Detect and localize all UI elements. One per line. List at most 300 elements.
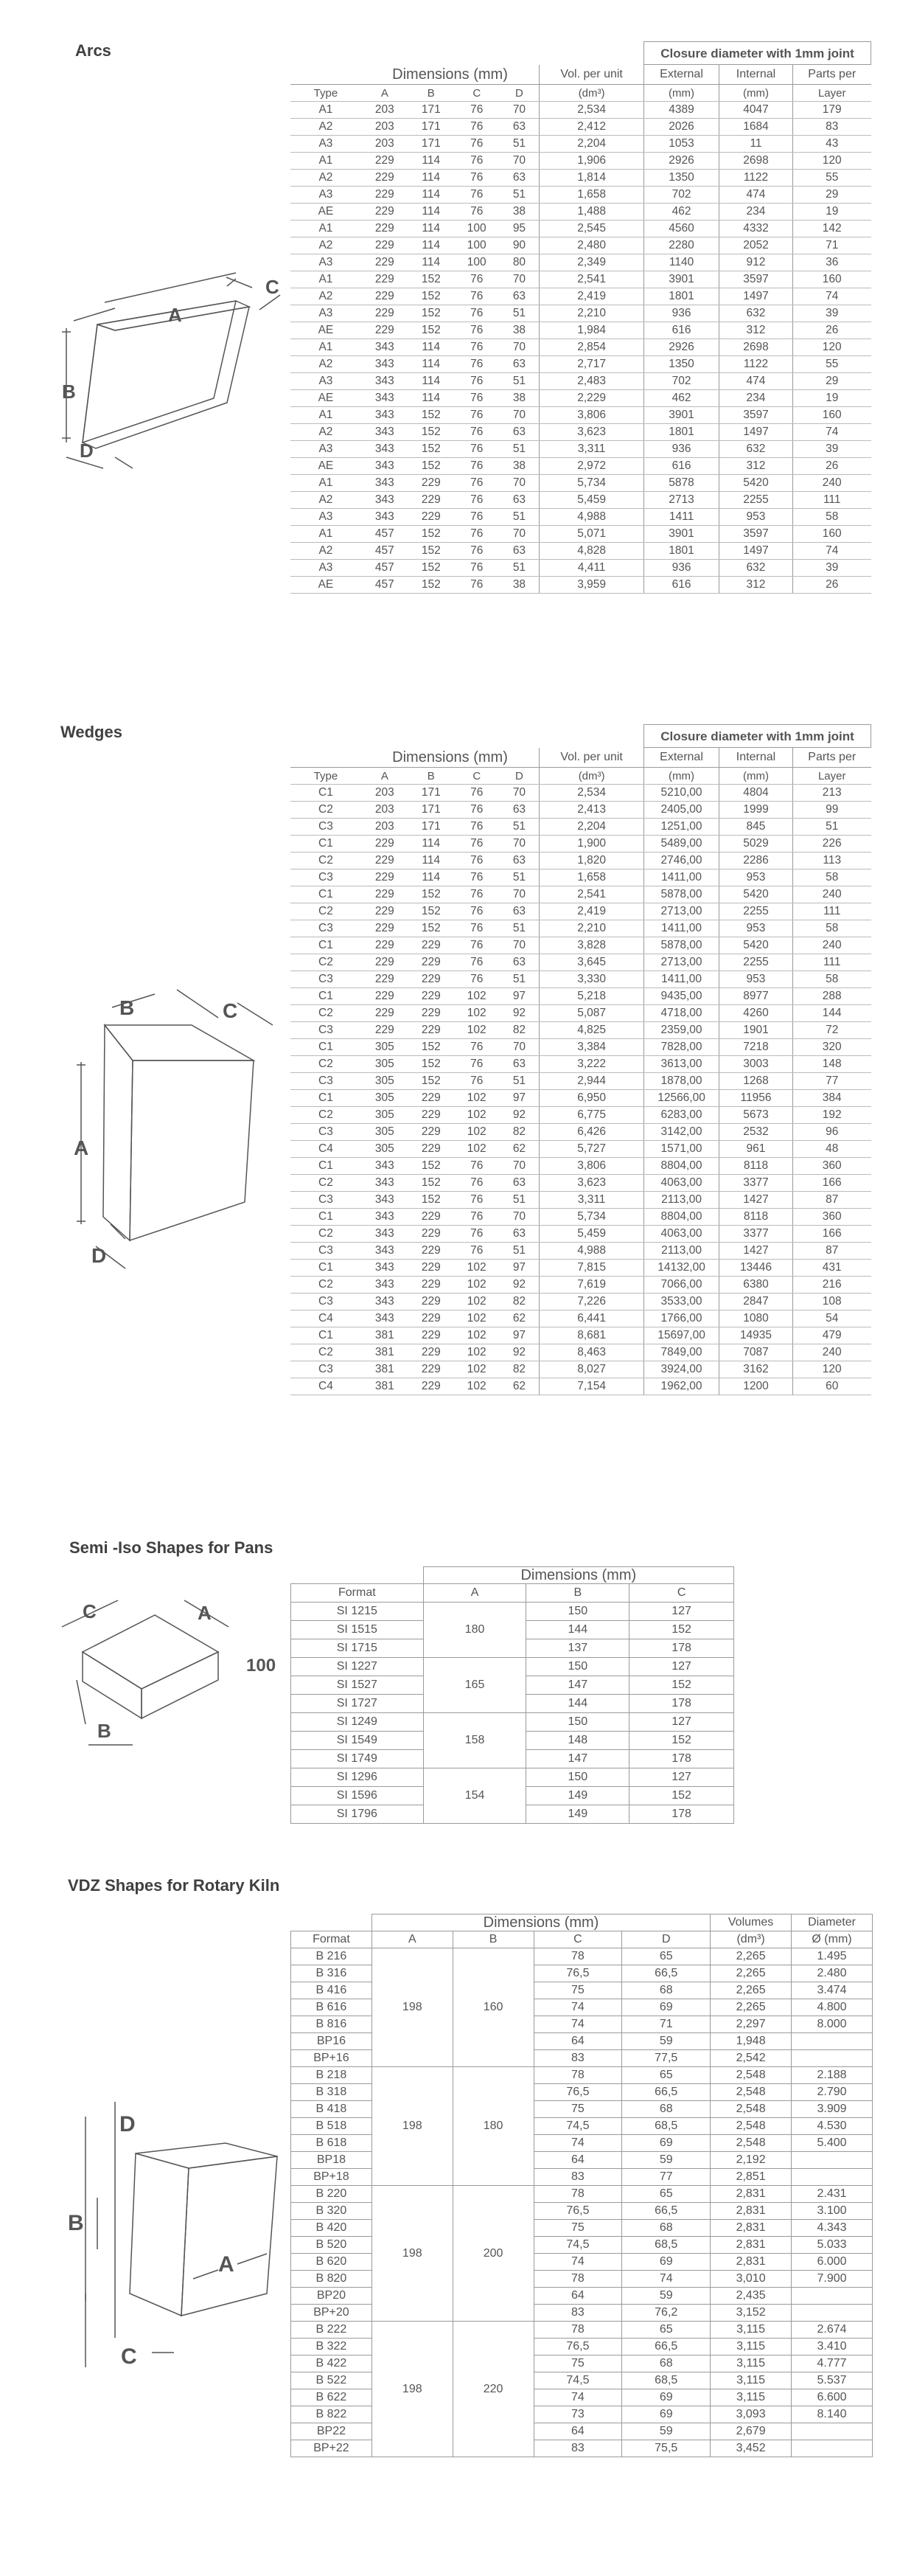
arcs-row — [290, 475, 871, 492]
arcs-cell: 343 — [361, 407, 408, 424]
wedges-row — [290, 1310, 871, 1327]
semi-iso-row — [291, 1768, 734, 1787]
vdz-cell: 2.480 — [792, 1965, 873, 1982]
vdz-col-d: D — [622, 1931, 711, 1948]
semi-iso-format-cell: SI 1549 — [291, 1732, 424, 1750]
vdz-format-cell: B 618 — [291, 2135, 372, 2152]
wedges-row — [290, 937, 871, 954]
vdz-cell: 2.431 — [792, 2186, 873, 2203]
wedges-cell: C1 — [290, 1039, 361, 1056]
arcs-cell: 171 — [408, 119, 454, 136]
wedges-row — [290, 1361, 871, 1378]
vdz-cell — [792, 2033, 873, 2050]
wedges-cell: 114 — [408, 853, 454, 869]
wedges-cell: 76 — [454, 1209, 500, 1226]
arc-label-d: D — [80, 440, 94, 462]
vdz-cell: 3,115 — [711, 2372, 792, 2389]
arcs-cell: 55 — [792, 170, 871, 187]
arcs-row — [290, 271, 871, 288]
arcs-cell: 1,984 — [540, 322, 644, 339]
arcs-cell: 312 — [719, 577, 793, 594]
arcs-cell: 51 — [500, 187, 540, 204]
arcs-cell: 2698 — [719, 153, 793, 170]
wedges-cell: 1268 — [719, 1073, 793, 1090]
wedges-cell: 1251,00 — [644, 819, 719, 836]
wedges-cell: C2 — [290, 1277, 361, 1294]
wedges-cell: 76 — [454, 836, 500, 853]
wedges-cell: 13446 — [719, 1260, 793, 1277]
wedges-cell: 343 — [361, 1243, 408, 1260]
vdz-cell: 65 — [622, 1948, 711, 1965]
arc-label-c: C — [265, 276, 279, 298]
wedges-int-header: Internal — [719, 748, 793, 768]
wedges-cell: 1411,00 — [644, 869, 719, 886]
vdz-cell — [792, 2152, 873, 2169]
arcs-cell: 70 — [500, 339, 540, 356]
wedges-cell: 5420 — [719, 886, 793, 903]
arcs-cell: 229 — [408, 509, 454, 526]
arcs-cell: 80 — [500, 254, 540, 271]
arcs-cell: 343 — [361, 339, 408, 356]
arcs-cell: 70 — [500, 407, 540, 424]
vdz-cell: 75 — [534, 2220, 622, 2237]
arcs-cell: 1,906 — [540, 153, 644, 170]
wedge-label-a: A — [74, 1136, 89, 1159]
arcs-cell: 1350 — [644, 170, 719, 187]
vdz-cell: 2.188 — [792, 2067, 873, 2084]
arcs-cell: 171 — [408, 102, 454, 119]
arcs-cell: A1 — [290, 407, 361, 424]
wedges-cell: 62 — [500, 1310, 540, 1327]
wedges-cell: 229 — [408, 937, 454, 954]
semi-iso-label-100: 100 — [246, 1656, 276, 1676]
semi-iso-a-cell: 158 — [423, 1713, 526, 1768]
wedges-cell: 2255 — [719, 903, 793, 920]
vdz-cell: 78 — [534, 2271, 622, 2288]
arcs-cell: 51 — [500, 509, 540, 526]
arcs-cell: 3597 — [719, 407, 793, 424]
wedges-row — [290, 836, 871, 853]
wedges-cell: 288 — [792, 988, 871, 1005]
arcs-cell: 312 — [719, 458, 793, 475]
wedges-cell: 152 — [408, 1158, 454, 1175]
arcs-cell: 26 — [792, 577, 871, 594]
arcs-cell: 1801 — [644, 424, 719, 441]
vdz-cell: 83 — [534, 2305, 622, 2322]
arcs-parts-header: Parts per — [792, 65, 871, 85]
wedges-cell: 3162 — [719, 1361, 793, 1378]
wedges-cell: 76 — [454, 937, 500, 954]
wedges-cell: 845 — [719, 819, 793, 836]
vdz-format-cell: B 622 — [291, 2389, 372, 2406]
wedges-cell: 6,441 — [540, 1310, 644, 1327]
wedges-vol-unit: (dm³) — [540, 768, 644, 785]
vdz-cell: 68,5 — [622, 2372, 711, 2389]
wedges-cell: 6,950 — [540, 1090, 644, 1107]
wedges-row — [290, 1124, 871, 1141]
vdz-cell: 2,851 — [711, 2169, 792, 2186]
arcs-row — [290, 356, 871, 373]
vdz-cell: 2,831 — [711, 2254, 792, 2271]
wedges-cell: C3 — [290, 1294, 361, 1310]
semi-iso-b-cell: 144 — [526, 1695, 629, 1713]
arcs-row — [290, 136, 871, 153]
vdz-format-cell: B 616 — [291, 1999, 372, 2016]
wedges-cell: 51 — [500, 920, 540, 937]
wedges-cell: 76 — [454, 1039, 500, 1056]
arcs-cell: 51 — [500, 560, 540, 577]
vdz-cell: 64 — [534, 2033, 622, 2050]
wedges-cell: 76 — [454, 1175, 500, 1192]
vdz-cell: 66,5 — [622, 2339, 711, 2355]
arcs-cell: 63 — [500, 543, 540, 560]
arcs-cell: 462 — [644, 390, 719, 407]
arcs-cell: 58 — [792, 509, 871, 526]
wedges-cell: 9435,00 — [644, 988, 719, 1005]
arcs-cell: 51 — [500, 441, 540, 458]
wedges-cell: 381 — [361, 1378, 408, 1395]
vdz-cell: 68 — [622, 1982, 711, 1999]
arcs-cell: 1,658 — [540, 187, 644, 204]
wedges-cell: 111 — [792, 954, 871, 971]
wedges-cell: 3,384 — [540, 1039, 644, 1056]
wedges-cell: 343 — [361, 1277, 408, 1294]
semi-iso-c-cell: 152 — [629, 1676, 734, 1695]
wedges-cell: C1 — [290, 1090, 361, 1107]
vdz-cell: 3,115 — [711, 2339, 792, 2355]
arcs-cell: 457 — [361, 543, 408, 560]
wedges-cell: 7,226 — [540, 1294, 644, 1310]
semi-iso-format-cell: SI 1227 — [291, 1658, 424, 1676]
arcs-cell: 2,541 — [540, 271, 644, 288]
wedges-cell: 51 — [792, 819, 871, 836]
wedges-cell: 87 — [792, 1192, 871, 1209]
arcs-cell: 74 — [792, 424, 871, 441]
arcs-cell: 229 — [361, 187, 408, 204]
wedges-cell: 102 — [454, 1344, 500, 1361]
arcs-cell: 343 — [361, 475, 408, 492]
wedges-cell: 229 — [408, 1310, 454, 1327]
arcs-cell: 76 — [454, 560, 500, 577]
vdz-cell: 3,152 — [711, 2305, 792, 2322]
wedges-row — [290, 1073, 871, 1090]
vdz-cell: 1.495 — [792, 1948, 873, 1965]
arcs-cell: 26 — [792, 458, 871, 475]
wedges-cell: 63 — [500, 1175, 540, 1192]
arcs-cell: 229 — [361, 221, 408, 237]
arcs-cell: 114 — [408, 237, 454, 254]
wedges-cell: 2,419 — [540, 903, 644, 920]
arcs-cell: 1140 — [644, 254, 719, 271]
arcs-cell: 152 — [408, 560, 454, 577]
wedges-cell: 5,727 — [540, 1141, 644, 1158]
arcs-col-type: Type — [290, 85, 361, 102]
arcs-ext-header: External — [644, 65, 719, 85]
wedges-cell: 343 — [361, 1175, 408, 1192]
arcs-cell: 36 — [792, 254, 871, 271]
arcs-cell: 114 — [408, 170, 454, 187]
arcs-cell: 29 — [792, 187, 871, 204]
wedges-cell: 229 — [361, 988, 408, 1005]
vdz-cell: 75 — [534, 1982, 622, 1999]
wedges-cell: 1571,00 — [644, 1141, 719, 1158]
wedges-cell: 8118 — [719, 1209, 793, 1226]
wedges-cell: 76 — [454, 1243, 500, 1260]
arcs-cell: 76 — [454, 373, 500, 390]
vdz-cell: 2,265 — [711, 1999, 792, 2016]
arcs-cell: 114 — [408, 204, 454, 221]
wedges-cell: 240 — [792, 1344, 871, 1361]
wedges-cell: 5420 — [719, 937, 793, 954]
wedges-cell: 51 — [500, 869, 540, 886]
wedges-cell: 152 — [408, 920, 454, 937]
wedges-cell: 58 — [792, 971, 871, 988]
wedges-cell: 97 — [500, 1090, 540, 1107]
arcs-cell: 474 — [719, 373, 793, 390]
wedges-cell: 148 — [792, 1056, 871, 1073]
wedges-cell: 343 — [361, 1226, 408, 1243]
arcs-cell: 2,204 — [540, 136, 644, 153]
arcs-cell: 343 — [361, 509, 408, 526]
arcs-cell: 4,988 — [540, 509, 644, 526]
arcs-cell: 1411 — [644, 509, 719, 526]
wedges-cell: 63 — [500, 802, 540, 819]
arcs-cell: 2,483 — [540, 373, 644, 390]
wedges-cell: 961 — [719, 1141, 793, 1158]
arcs-cell: 4047 — [719, 102, 793, 119]
arcs-cell: 936 — [644, 305, 719, 322]
wedges-cell: 203 — [361, 785, 408, 802]
vdz-cell: 78 — [534, 2322, 622, 2339]
wedges-cell: 213 — [792, 785, 871, 802]
arcs-cell: 912 — [719, 254, 793, 271]
arcs-row — [290, 237, 871, 254]
wedges-cell: 2286 — [719, 853, 793, 869]
arcs-cell: 114 — [408, 356, 454, 373]
wedges-cell: 3377 — [719, 1175, 793, 1192]
vdz-cell: 3,010 — [711, 2271, 792, 2288]
wedges-cell: 63 — [500, 1056, 540, 1073]
arcs-cell: A2 — [290, 237, 361, 254]
wedges-cell: 229 — [408, 1327, 454, 1344]
arcs-cell: A1 — [290, 102, 361, 119]
arcs-cell: AE — [290, 577, 361, 594]
wedges-cell: 92 — [500, 1107, 540, 1124]
wedges-cell: 76 — [454, 1192, 500, 1209]
arcs-cell: 2926 — [644, 339, 719, 356]
arcs-cell: 70 — [500, 153, 540, 170]
wedges-cell: 102 — [454, 1361, 500, 1378]
wedges-row — [290, 869, 871, 886]
arcs-cell: A2 — [290, 543, 361, 560]
wedges-cell: 102 — [454, 1260, 500, 1277]
arcs-cell: 1122 — [719, 356, 793, 373]
arcs-row — [290, 509, 871, 526]
semi-iso-row — [291, 1603, 734, 1621]
arcs-cell: 343 — [361, 441, 408, 458]
wedges-row — [290, 1327, 871, 1344]
vdz-cell: 64 — [534, 2152, 622, 2169]
arcs-cell: 76 — [454, 526, 500, 543]
wedges-cell: 4,988 — [540, 1243, 644, 1260]
arcs-cell: 76 — [454, 305, 500, 322]
wedges-cell: 229 — [361, 954, 408, 971]
wedges-col-a: A — [361, 768, 408, 785]
wedges-cell: 7,154 — [540, 1378, 644, 1395]
arcs-cell: 2,972 — [540, 458, 644, 475]
vdz-cell: 68 — [622, 2220, 711, 2237]
wedges-cell: 4718,00 — [644, 1005, 719, 1022]
wedges-cell: 5673 — [719, 1107, 793, 1124]
wedges-cell: 1766,00 — [644, 1310, 719, 1327]
vdz-cell — [792, 2050, 873, 2067]
semi-iso-c-cell: 127 — [629, 1713, 734, 1732]
wedges-cell: C1 — [290, 785, 361, 802]
wedges-cell: C2 — [290, 903, 361, 920]
arcs-cell: 38 — [500, 458, 540, 475]
arc-label-b: B — [62, 381, 76, 403]
arcs-cell: 51 — [500, 136, 540, 153]
semi-iso-b-cell: 150 — [526, 1603, 629, 1621]
wedges-row — [290, 1022, 871, 1039]
semi-iso-b-cell: 149 — [526, 1787, 629, 1805]
wedges-cell: 76 — [454, 1073, 500, 1090]
wedges-cell: 381 — [361, 1327, 408, 1344]
wedges-cell: 6,426 — [540, 1124, 644, 1141]
wedges-cell: 305 — [361, 1124, 408, 1141]
wedges-cell: 76 — [454, 1158, 500, 1175]
arcs-cell: 632 — [719, 441, 793, 458]
wedges-cell: 3,330 — [540, 971, 644, 988]
wedges-row — [290, 1056, 871, 1073]
wedges-cell: C3 — [290, 1022, 361, 1039]
wedges-col-c: C — [454, 768, 500, 785]
arcs-cell: 114 — [408, 187, 454, 204]
vdz-a-cell: 198 — [371, 2067, 453, 2186]
wedges-cell: C3 — [290, 1192, 361, 1209]
arcs-row — [290, 305, 871, 322]
arc-label-a: A — [168, 304, 182, 326]
arcs-cell: 100 — [454, 254, 500, 271]
wedges-cell: 229 — [361, 920, 408, 937]
vdz-cell: 74,5 — [534, 2118, 622, 2135]
vdz-col-format: Format — [291, 1931, 372, 1948]
arcs-cell: 312 — [719, 322, 793, 339]
arcs-cell: 114 — [408, 153, 454, 170]
wedges-cell: C3 — [290, 1124, 361, 1141]
wedges-cell: 166 — [792, 1175, 871, 1192]
arcs-row — [290, 322, 871, 339]
wedges-cell: C1 — [290, 836, 361, 853]
wedges-cell: 102 — [454, 1141, 500, 1158]
wedges-cell: 4063,00 — [644, 1175, 719, 1192]
vdz-format-cell: BP+22 — [291, 2440, 372, 2457]
arcs-row — [290, 441, 871, 458]
wedges-cell: 70 — [500, 1039, 540, 1056]
vdz-format-cell: BP+20 — [291, 2305, 372, 2322]
arcs-cell: A1 — [290, 339, 361, 356]
vdz-cell: 3,115 — [711, 2389, 792, 2406]
vdz-format-cell: BP20 — [291, 2288, 372, 2305]
wedges-cell: 1878,00 — [644, 1073, 719, 1090]
wedges-cell: 76 — [454, 869, 500, 886]
wedges-cell: 229 — [361, 937, 408, 954]
wedges-cell: 72 — [792, 1022, 871, 1039]
wedges-cell: 97 — [500, 1260, 540, 1277]
wedges-cell: 229 — [408, 1294, 454, 1310]
wedges-cell: 82 — [500, 1124, 540, 1141]
arcs-cell: 203 — [361, 119, 408, 136]
wedges-row — [290, 1378, 871, 1395]
arcs-cell: 26 — [792, 322, 871, 339]
arcs-cell: 63 — [500, 356, 540, 373]
arcs-row — [290, 543, 871, 560]
semi-iso-b-cell: 149 — [526, 1805, 629, 1824]
arcs-row — [290, 526, 871, 543]
arcs-cell: A1 — [290, 475, 361, 492]
wedges-cell: C1 — [290, 937, 361, 954]
wedges-cell: C4 — [290, 1141, 361, 1158]
vdz-cell: 83 — [534, 2169, 622, 2186]
arcs-int-header: Internal — [719, 65, 793, 85]
wedges-cell: 152 — [408, 1175, 454, 1192]
arcs-cell: 76 — [454, 356, 500, 373]
wedges-table-body — [290, 785, 871, 1395]
vdz-label-c: C — [121, 2344, 137, 2369]
arcs-cell: A3 — [290, 136, 361, 153]
wedges-cell: 2847 — [719, 1294, 793, 1310]
wedges-cell: 8118 — [719, 1158, 793, 1175]
arcs-cell: 1497 — [719, 288, 793, 305]
wedges-cell: 76 — [454, 903, 500, 920]
wedges-cell: 7828,00 — [644, 1039, 719, 1056]
vdz-cell: 76,2 — [622, 2305, 711, 2322]
arcs-cell: 63 — [500, 288, 540, 305]
wedge-label-d: D — [91, 1244, 107, 1267]
wedges-cell: 102 — [454, 1107, 500, 1124]
wedges-cell: 240 — [792, 937, 871, 954]
arcs-cell: 63 — [500, 492, 540, 509]
arcs-cell: 76 — [454, 153, 500, 170]
wedges-row — [290, 853, 871, 869]
wedges-cell: 229 — [408, 1361, 454, 1378]
wedges-cell: 8804,00 — [644, 1209, 719, 1226]
wedges-cell: 87 — [792, 1243, 871, 1260]
vdz-cell: 59 — [622, 2152, 711, 2169]
wedges-row — [290, 819, 871, 836]
wedges-cell: 360 — [792, 1209, 871, 1226]
arcs-cell: 63 — [500, 170, 540, 187]
vdz-cell: 77,5 — [622, 2050, 711, 2067]
vdz-cell: 64 — [534, 2423, 622, 2440]
vdz-cell: 69 — [622, 1999, 711, 2016]
arcs-cell: 3,806 — [540, 407, 644, 424]
wedges-cell: 229 — [408, 1124, 454, 1141]
vdz-cell: 6.000 — [792, 2254, 873, 2271]
vdz-format-cell: BP22 — [291, 2423, 372, 2440]
vdz-cell: 4.530 — [792, 2118, 873, 2135]
vdz-cell: 2,297 — [711, 2016, 792, 2033]
arcs-dims-header: Dimensions (mm) — [361, 65, 540, 85]
wedges-cell: 92 — [500, 1005, 540, 1022]
arcs-cell: A2 — [290, 170, 361, 187]
wedges-cell: 120 — [792, 1361, 871, 1378]
wedges-cell: 343 — [361, 1310, 408, 1327]
semi-iso-c-cell: 178 — [629, 1695, 734, 1713]
vdz-cell: 2,542 — [711, 2050, 792, 2067]
wedges-cell: 97 — [500, 1327, 540, 1344]
wedges-row — [290, 802, 871, 819]
